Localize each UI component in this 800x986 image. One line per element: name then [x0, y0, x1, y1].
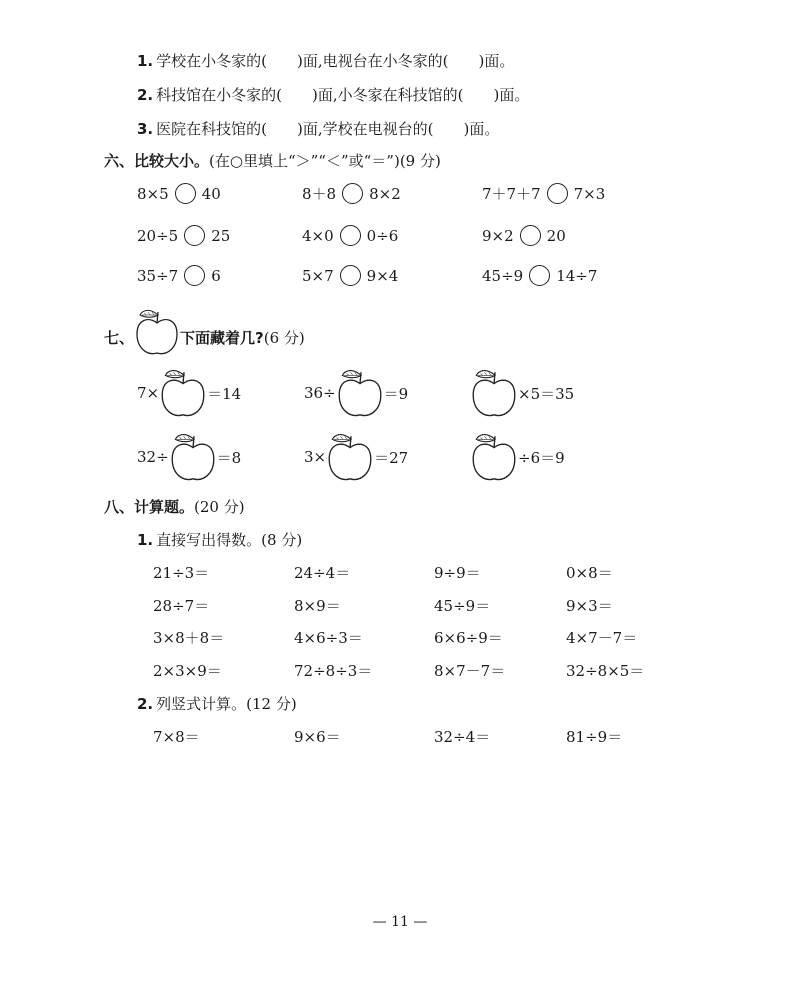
apple-icon[interactable] — [470, 430, 518, 484]
fill-question-3: 3. 医院在科技馆的( )面,学校在电视台的( )面。 — [137, 120, 500, 138]
apple-icon[interactable] — [169, 430, 217, 484]
calc-item: 9×3＝ — [566, 597, 613, 615]
compare-item: 8＋8 8×2 — [302, 184, 401, 203]
compare-item: 8×5 40 — [137, 184, 221, 203]
compare-item: 9×2 20 — [482, 226, 566, 245]
compare-item: 20÷5 25 — [137, 226, 231, 245]
apple-icon — [134, 306, 180, 358]
calc-item: 8×7－7＝ — [434, 662, 506, 680]
compare-item: 7＋7＋7 7×3 — [482, 184, 606, 203]
apple-icon[interactable] — [326, 430, 374, 484]
vertical-calc-item: 7×8＝ — [153, 728, 200, 746]
apple-icon[interactable] — [159, 366, 207, 420]
calc-item: 6×6÷9＝ — [434, 629, 503, 647]
calc-item: 9÷9＝ — [434, 564, 481, 582]
blank-circle[interactable] — [175, 183, 196, 204]
blank-circle[interactable] — [340, 225, 361, 246]
calc-item: 45÷9＝ — [434, 597, 491, 615]
apple-expression: ÷6＝9 — [470, 430, 565, 484]
calc-item: 21÷3＝ — [153, 564, 210, 582]
section8-part2-heading: 2. 列竖式计算。(12 分) — [137, 695, 297, 713]
blank-circle[interactable] — [184, 265, 205, 286]
calc-item: 2×3×9＝ — [153, 662, 222, 680]
calc-item: 4×6÷3＝ — [294, 629, 363, 647]
compare-item: 4×0 0÷6 — [302, 226, 399, 245]
section8-part1-heading: 1. 直接写出得数。(8 分) — [137, 531, 303, 549]
blank-circle[interactable] — [342, 183, 363, 204]
vertical-calc-item: 9×6＝ — [294, 728, 341, 746]
blank-circle[interactable] — [340, 265, 361, 286]
apple-expression: ×5＝35 — [470, 366, 574, 420]
blank-circle[interactable] — [547, 183, 568, 204]
calc-item: 28÷7＝ — [153, 597, 210, 615]
calc-item: 4×7－7＝ — [566, 629, 638, 647]
compare-item: 5×7 9×4 — [302, 266, 399, 285]
fill-question-1: 1. 学校在小冬家的( )面,电视台在小冬家的( )面。 — [137, 52, 515, 70]
apple-icon[interactable] — [470, 366, 518, 420]
fill-question-2: 2. 科技馆在小冬家的( )面,小冬家在科技馆的( )面。 — [137, 86, 530, 104]
section6-heading: 六、比较大小。(在○里填上“＞”“＜”或“＝”)(9 分) — [104, 152, 441, 170]
calc-item: 3×8＋8＝ — [153, 629, 225, 647]
calc-item: 8×9＝ — [294, 597, 341, 615]
section7-heading: 七、 下面藏着几? (6 分) — [104, 306, 305, 358]
calc-item: 24÷4＝ — [294, 564, 351, 582]
apple-expression: 7× ＝14 — [137, 366, 241, 420]
page-number: — 11 — — [372, 914, 428, 930]
section8-heading: 八、计算题。(20 分) — [104, 498, 245, 516]
vertical-calc-item: 81÷9＝ — [566, 728, 623, 746]
blank-circle[interactable] — [184, 225, 205, 246]
vertical-calc-item: 32÷4＝ — [434, 728, 491, 746]
blank-circle[interactable] — [520, 225, 541, 246]
calc-item: 72÷8÷3＝ — [294, 662, 373, 680]
apple-expression: 36÷ ＝9 — [304, 366, 408, 420]
calc-item: 32÷8×5＝ — [566, 662, 645, 680]
apple-icon[interactable] — [336, 366, 384, 420]
apple-expression: 32÷ ＝8 — [137, 430, 241, 484]
blank-circle[interactable] — [529, 265, 550, 286]
compare-item: 35÷7 6 — [137, 266, 221, 285]
calc-item: 0×8＝ — [566, 564, 613, 582]
compare-item: 45÷9 14÷7 — [482, 266, 598, 285]
apple-expression: 3× ＝27 — [304, 430, 408, 484]
